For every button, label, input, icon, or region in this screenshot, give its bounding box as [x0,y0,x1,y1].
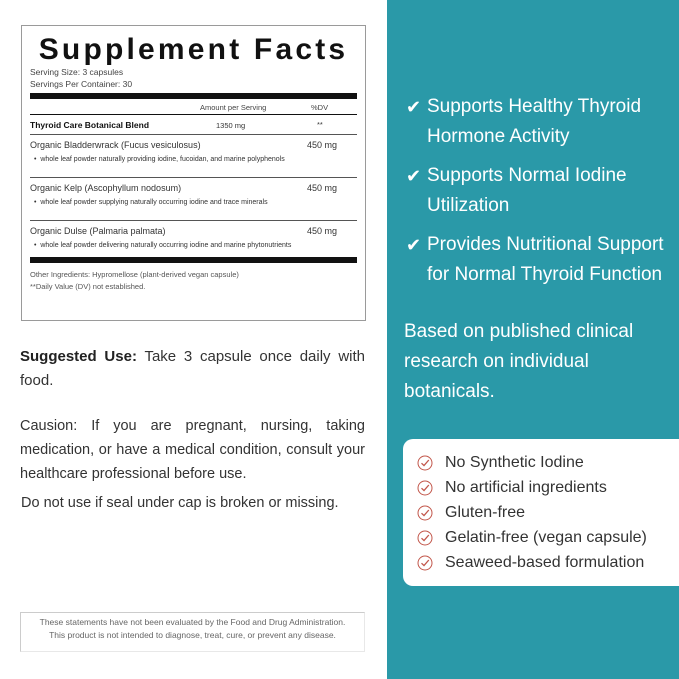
servings-per-container: Servings Per Container: 30 [30,79,133,89]
fda-disclaimer [20,612,365,652]
suggested-use [20,345,365,393]
circle-check-icon [417,455,433,471]
suggested-use-text: Take 3 capsule once daily with food. [20,348,365,389]
feature-item [417,475,679,500]
feature-item [417,500,679,525]
blend-dv: ** [317,120,323,129]
circle-check-icon [417,530,433,546]
feature-card [403,439,679,586]
check-icon: ✔ [406,166,422,186]
suggested-use-label: Suggested Use: [20,348,137,365]
ingredient-name: Organic Bladderwrack (Fucus vesiculosus) [30,140,201,150]
serving-size: Serving Size: 3 capsules [30,67,124,77]
amount-per-serving-header: Amount per Serving [200,103,267,112]
seal-warning: Do not use if seal under cap is broken or missing. [21,495,339,511]
blend-name: Thyroid Care Botanical Blend [30,120,150,130]
feature-text: No Synthetic Iodine [445,454,584,471]
feature-text: Gluten-free [445,504,526,521]
ingredient-amount: 450 mg [307,140,338,150]
feature-item [417,550,679,575]
ingredient-row [30,134,357,177]
feature-text: Seaweed-based formulation [445,554,645,571]
circle-check-icon [417,505,433,521]
circle-check-icon [417,480,433,496]
feature-text: Gelatin-free (vegan capsule) [445,529,647,546]
other-ingredients: Other Ingredients: Hypromellose (plant-derived vegan capsule) [30,270,239,279]
research-note: Based on published clinical research on individual botanicals. [404,321,634,402]
ingredient-amount: 450 mg [307,183,338,193]
feature-item [417,450,679,475]
supplement-facts-panel [21,25,366,321]
ingredient-description: • whole leaf powder delivering naturally occurring iodine and marine phytonutrients [34,242,292,249]
check-icon: ✔ [406,235,422,255]
facts-divider-thick [30,93,357,99]
blend-amount: 1350 mg [216,121,246,130]
circle-check-icon [417,555,433,571]
blend-row [30,114,357,134]
benefit-text: Supports Healthy Thyroid Hormone Activity [427,96,642,147]
ingredient-description: • whole leaf powder naturally providing iodine, fucoidan, and marine polyphenols [34,156,285,163]
benefit-item [404,161,674,221]
benefit-item [404,230,674,290]
disclaimer-line-2: This product is not intended to diagnose, treat, cure, or prevent any disease. [49,630,336,640]
benefit-list [404,92,674,299]
ingredient-row [30,177,357,220]
benefit-text: Provides Nutritional Support for Normal Thyroid Function [427,234,664,285]
ingredient-name: Organic Kelp (Ascophyllum nodosum) [30,183,182,193]
feature-text: No artificial ingredients [445,479,607,496]
ingredient-description: • whole leaf powder supplying naturally occurring iodine and trace minerals [34,199,268,206]
facts-title: Supplement Facts [38,33,349,66]
ingredient-name: Organic Dulse (Palmaria palmata) [30,226,166,236]
ingredient-amount: 450 mg [307,226,338,236]
feature-item [417,525,679,550]
facts-column-header [30,101,357,114]
caution-text: Causion: If you are pregnant, nursing, taking medication, or have a medical condition, consult your healthcare professional before use. [20,418,365,482]
dv-footnote: **Daily Value (DV) not established. [30,282,146,291]
disclaimer-line-1: These statements have not been evaluated by the Food and Drug Administration. [39,617,346,627]
benefit-text: Supports Normal Iodine Utilization [427,165,627,216]
dv-header: %DV [311,103,329,112]
check-icon: ✔ [406,97,422,117]
ingredient-row [30,220,357,263]
benefit-item [404,92,674,152]
